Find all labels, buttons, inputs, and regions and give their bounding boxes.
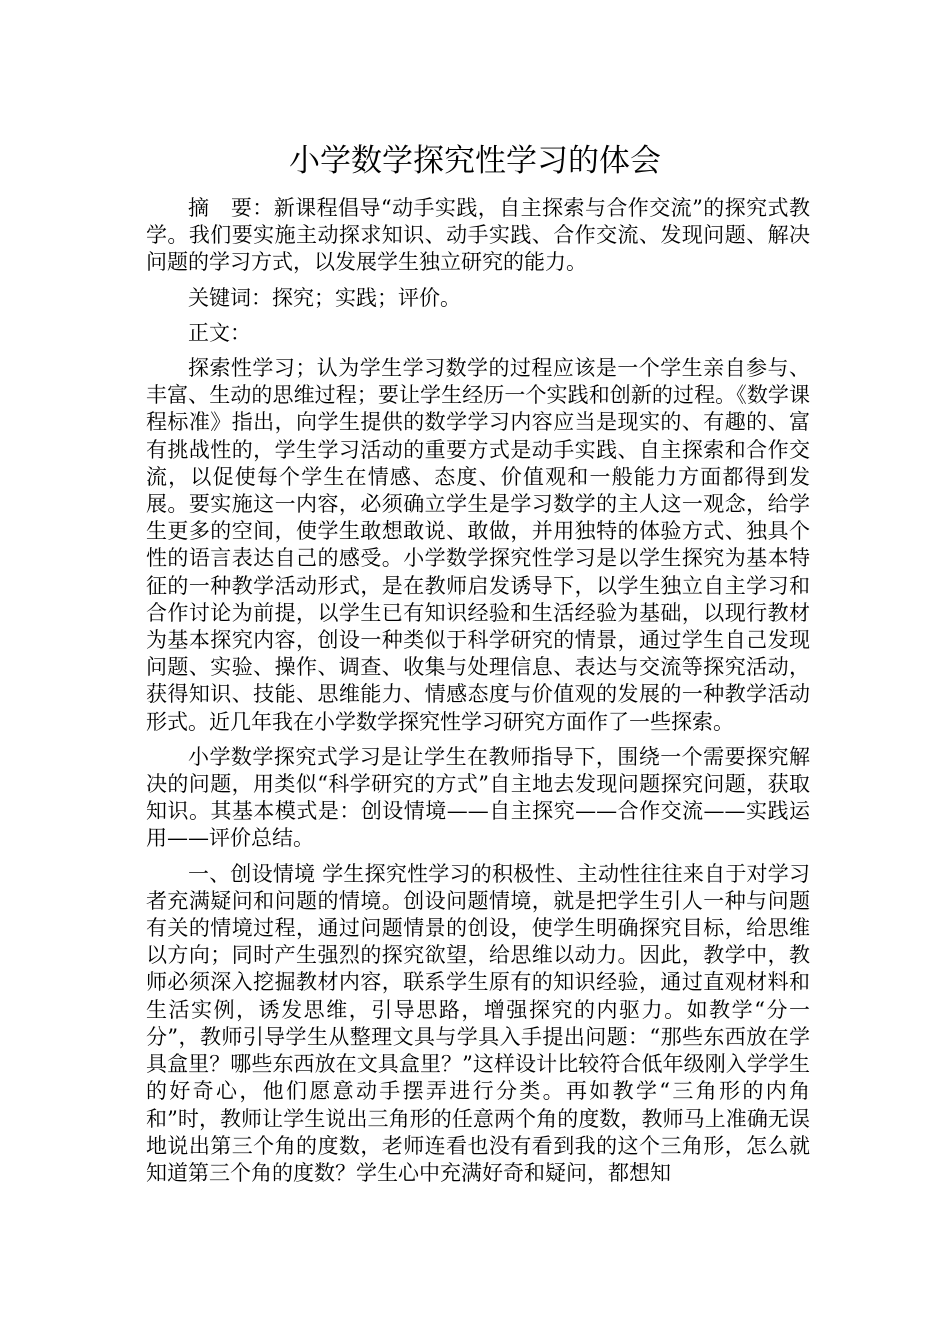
document-title: 小学数学探究性学习的体会 (289, 143, 661, 179)
abstract-paragraph (146, 195, 810, 277)
paragraph-exploration: 探索性学习；认为学生学习数学的过程应该是一个学生亲自参与、丰富、生动的思维过程；要让学生经历一个实践和创新的过程。《数学课程标准》指出，向学生提供的数学学习内容应当是现实的、有趣的、富有挑战性的，学生学习活动的重要方式是动手实践、自主探索和合作交流，以促使每个学生在情感、态度、价值观和一般能力方面都得到发展。要实施这一内容，必须确立学生是学习数学的主人这一观念，给学生更多的空间，使学生敢想敢说、敢做，并用独特的体验方式、独具个性的语言表达自己的感受。小学数学探究性学习是以学生探究为基本特征的一种教学活动形式，是在教师启发诱导下，以学生独立自主学习和合作讨论为前提，以学生已有知识经验和生活经验为基础，以现行教材为基本探究内容，创设一种类似于科学研究的情景，通过学生自己发现问题、实验、操作、调查、收集与处理信息、表达与交流等探究活动，获得知识、技能、思维能力、情感态度与价值观的发展的一种教学活动形式。近几年我在小学数学探究性学习研究方面作了一些探索。 (146, 356, 810, 734)
paragraph-create-situation: 一、创设情境 学生探究性学习的积极性、主动性往往来自于对学习者充满疑问和问题的情境。创设问题情境，就是把学生引人一种与问题有关的情境过程，通过问题情景的创设，使学生明确探究目标，给思维以方向；同时产生强烈的探究欲望，给思维以动力。因此，教学中，教师必须深入挖掘教材内容，联系学生原有的知识经验，通过直观材料和生活实例，诱发思维，引导思路，增强探究的内驱力。如教学“分一分”，教师引导学生从整理文具与学具入手提出问题：“那些东西放在学具盒里？哪些东西放在文具盒里？”这样设计比较符合低年级刚入学学生的好奇心，他们愿意动手摆弄进行分类。再如教学“三角形的内角和”时，教师让学生说出三角形的任意两个角的度数，教师马上准确无误地说出第三个角的度数，老师连看也没有看到我的这个三角形，怎么就知道第三个角的度数？学生心中充满好奇和疑问，都想知 (146, 861, 810, 1185)
keywords-paragraph (146, 285, 810, 312)
keywords-label: 关键词： (188, 285, 272, 310)
abstract-label: 摘 要： (188, 196, 274, 220)
keywords-text: 探究；实践；评价。 (272, 285, 461, 310)
paragraph-mode: 小学数学探究式学习是让学生在教师指导下，围绕一个需要探究解决的问题，用类似“科学研究的方式”自主地去发现问题探究问题，获取知识。其基本模式是：创设情境——自主探究——合作交流——实践运用——评价总结。 (146, 744, 810, 851)
document-body (146, 195, 810, 1195)
abstract-text: 新课程倡导“动手实践，自主探索与合作交流”的探究式教学。我们要实施主动探求知识、动手实践、合作交流、发现问题、解决问题的学习方式，以发展学生独立研究的能力。 (146, 196, 810, 275)
body-label: 正文： (188, 320, 251, 345)
